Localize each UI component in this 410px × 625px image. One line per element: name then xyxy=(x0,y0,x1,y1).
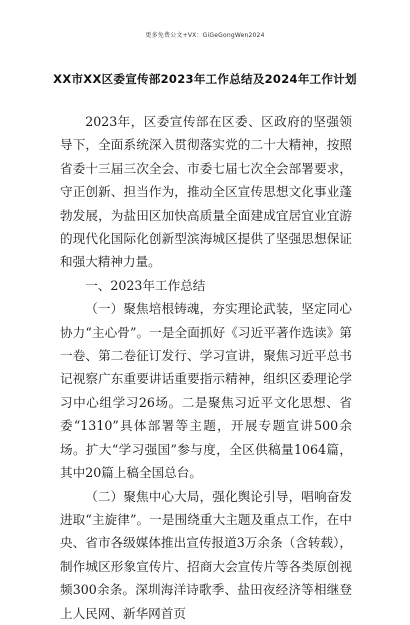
paragraph-theory: （一）聚焦培根铸魂，夯实理论武装，坚定同心协力“主心骨”。一是全面抓好《习近平著作选读》第一卷、第二卷征订发行、学习宣讲，聚焦习近平总书记视察广东重要讲话重要指示精神，组织区委理论学习中心组学习26场。二是聚焦习近平文化思想、省委“1310”具体部署等主题，开展专题宣讲500余场。扩大“学习强国”参与度，全区供稿量1064篇，其中20篇上稿全国总台。 xyxy=(60,301,352,481)
header-note: 更多免费公文+VX：GiGeGongWen2024 xyxy=(145,32,265,39)
document-title: XX市XX区委宣传部2023年工作总结及2024年工作计划 xyxy=(53,72,357,86)
section-heading: 一、2023年工作总结 xyxy=(85,277,206,293)
document-body xyxy=(60,110,352,625)
paragraph-publicity: （二）聚焦中心大局，强化舆论引导，唱响奋发进取“主旋律”。一是围绕重大主题及重点工作，在中央、省市各级媒体推出宣传报道3万余条（含转载），制作城区形象宣传片、招商大会宣传片等各类原创视频300余条。深圳海洋诗歌季、盐田夜经济等相继登上人民网、新华网首页 xyxy=(60,488,352,621)
paragraph-intro: 2023年，区委宣传部在区委、区政府的坚强领导下，全面系统深入贯彻落实党的二十大精神，按照省委十三届三次全会、市委七届七次全会部署要求，守正创新、担当作为，推动全区宣传思想文化事业蓬勃发展，为盐田区加快高质量全面建成宜居宜业宜游的现代化国际化创新型滨海城区提供了坚强思想保证和强大精神力量。 xyxy=(60,114,352,270)
